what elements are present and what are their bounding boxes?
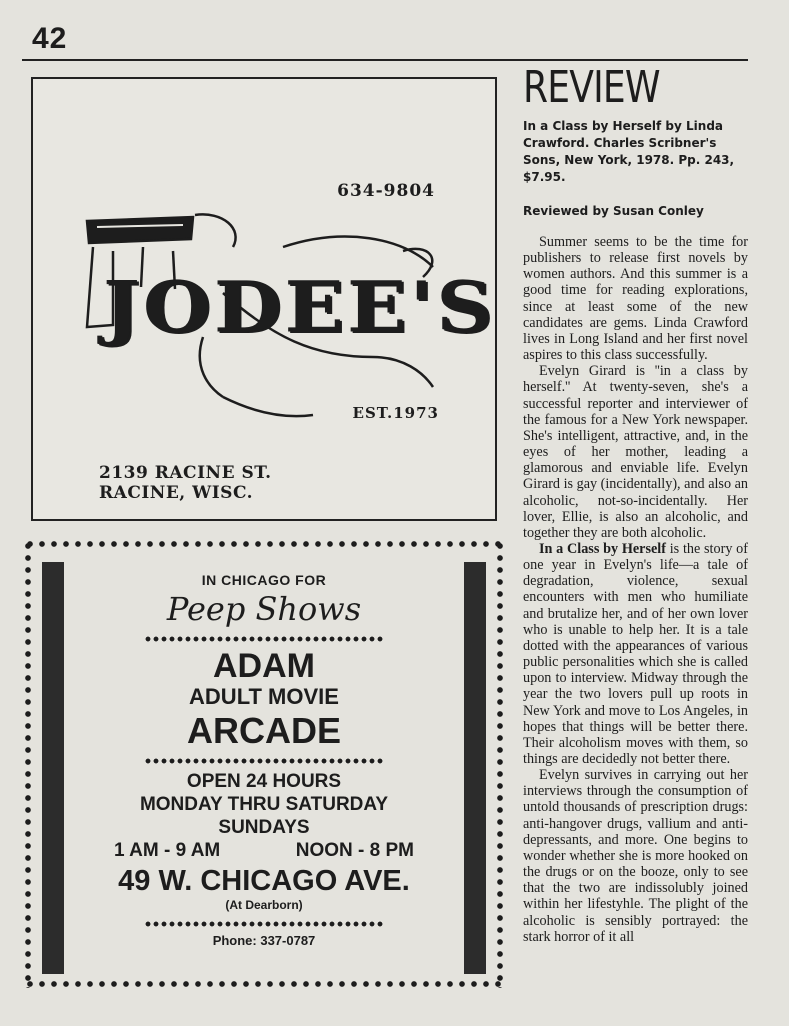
arcade-days: MONDAY THRU SATURDAY	[139, 794, 389, 815]
arcade-hours-left: 1 AM - 9 AM	[114, 840, 221, 861]
jodees-established: EST.1973	[352, 404, 439, 422]
dotted-border-bottom	[24, 980, 504, 988]
header-rule	[22, 59, 748, 61]
book-citation: In a Class by Herself by Linda Crawford. Charles Scribner's Sons, New York, 1978. Pp. 243, $7.95.	[523, 119, 735, 184]
jodees-address-line2: RACINE, WISC.	[99, 483, 254, 503]
review-paragraph: Evelyn survives in carrying out her interviews through the consumption of untold thousands of prescription drugs: anti-hangover drugs, vallium and anti-depressants, and more. One begins to wonder whether she is more hooked on the drugs or on the booze, only to see that the two are indissolubly joined within her lifestyhle. The plight of the alcoholic is sensibly portrayed: the stark horror of it all	[523, 767, 748, 945]
dotted-divider	[144, 921, 384, 927]
arcade-sunday-hours	[114, 839, 414, 863]
arcade-subtitle: ADULT MOVIE	[189, 684, 339, 709]
jodees-ad	[31, 77, 497, 521]
arcade-script-heading: Peep Shows	[166, 590, 362, 628]
arcade-word: ARCADE	[186, 710, 341, 751]
review-paragraph: Summer seems to be the time for publishers to release first novels by women authors. And this summer is a good time for reading explorations, since at least some of the new candidates are gems. Linda Crawford lives in Long Island and her first novel aspires to this class successfully.	[523, 234, 748, 364]
dotted-border-top	[24, 540, 504, 548]
arcade-phone: Phone: 337-0787	[212, 933, 316, 948]
arcade-open-hours: OPEN 24 HOURS	[186, 771, 342, 792]
review-paragraph-text: is the story of one year in Evelyn's life—a tale of degradation, violence, sexual encounters with men who humiliate and brutalize her, and of her own lover who is unable to help her. It is a tale dotted with the appearances of various public personalities which she is called upon to interview. Midway through the year the two lovers pull up roots in New York and move to Los Angeles, in hopes that things will be better there. Their alcoholism moves with them, so things are decidedly not better there.	[523, 540, 748, 767]
arcade-ad-text	[84, 568, 444, 948]
left-bar	[42, 562, 64, 974]
jodees-address	[99, 463, 272, 503]
review-column	[523, 62, 748, 945]
arcade-cross-street: (At Dearborn)	[225, 898, 303, 912]
right-bar	[464, 562, 486, 974]
dotted-border-left	[24, 540, 32, 988]
review-heading: REVIEW	[523, 62, 660, 113]
review-paragraph: Evelyn Girard is ''in a class by herself.'' At twenty-seven, she's a successful reporter and interviewer of the famous for a New York newspaper. She's intelligent, attractive, and, in the eyes of her mother, leading a glamorous and enviable life. Evelyn Girard is gay (incidentally), and also an alcoholic, not-so-incidentally. Her lover, Ellie, is also an alcoholic, and together they are both alcoholic.	[523, 363, 748, 541]
book-title-inline: In a Class by Herself	[539, 540, 666, 557]
jodees-logo: JODEE'S	[103, 266, 496, 349]
arcade-hours-right: NOON - 8 PM	[295, 840, 414, 861]
dotted-divider	[144, 758, 384, 764]
review-paragraph	[523, 541, 748, 767]
arcade-ad	[24, 540, 504, 988]
reviewer-byline: Reviewed by Susan Conley	[523, 204, 704, 218]
jodees-address-line1: 2139 RACINE ST.	[99, 463, 272, 483]
arcade-intro: IN CHICAGO FOR	[201, 572, 327, 588]
arcade-name: ADAM	[213, 647, 315, 685]
arcade-street-address: 49 W. CHICAGO AVE.	[118, 865, 410, 897]
jodees-phone: 634-9804	[337, 181, 435, 201]
arcade-sundays: SUNDAYS	[218, 817, 310, 838]
page-number: 42	[32, 22, 68, 55]
dotted-border-right	[496, 540, 504, 988]
dotted-divider	[144, 636, 384, 642]
